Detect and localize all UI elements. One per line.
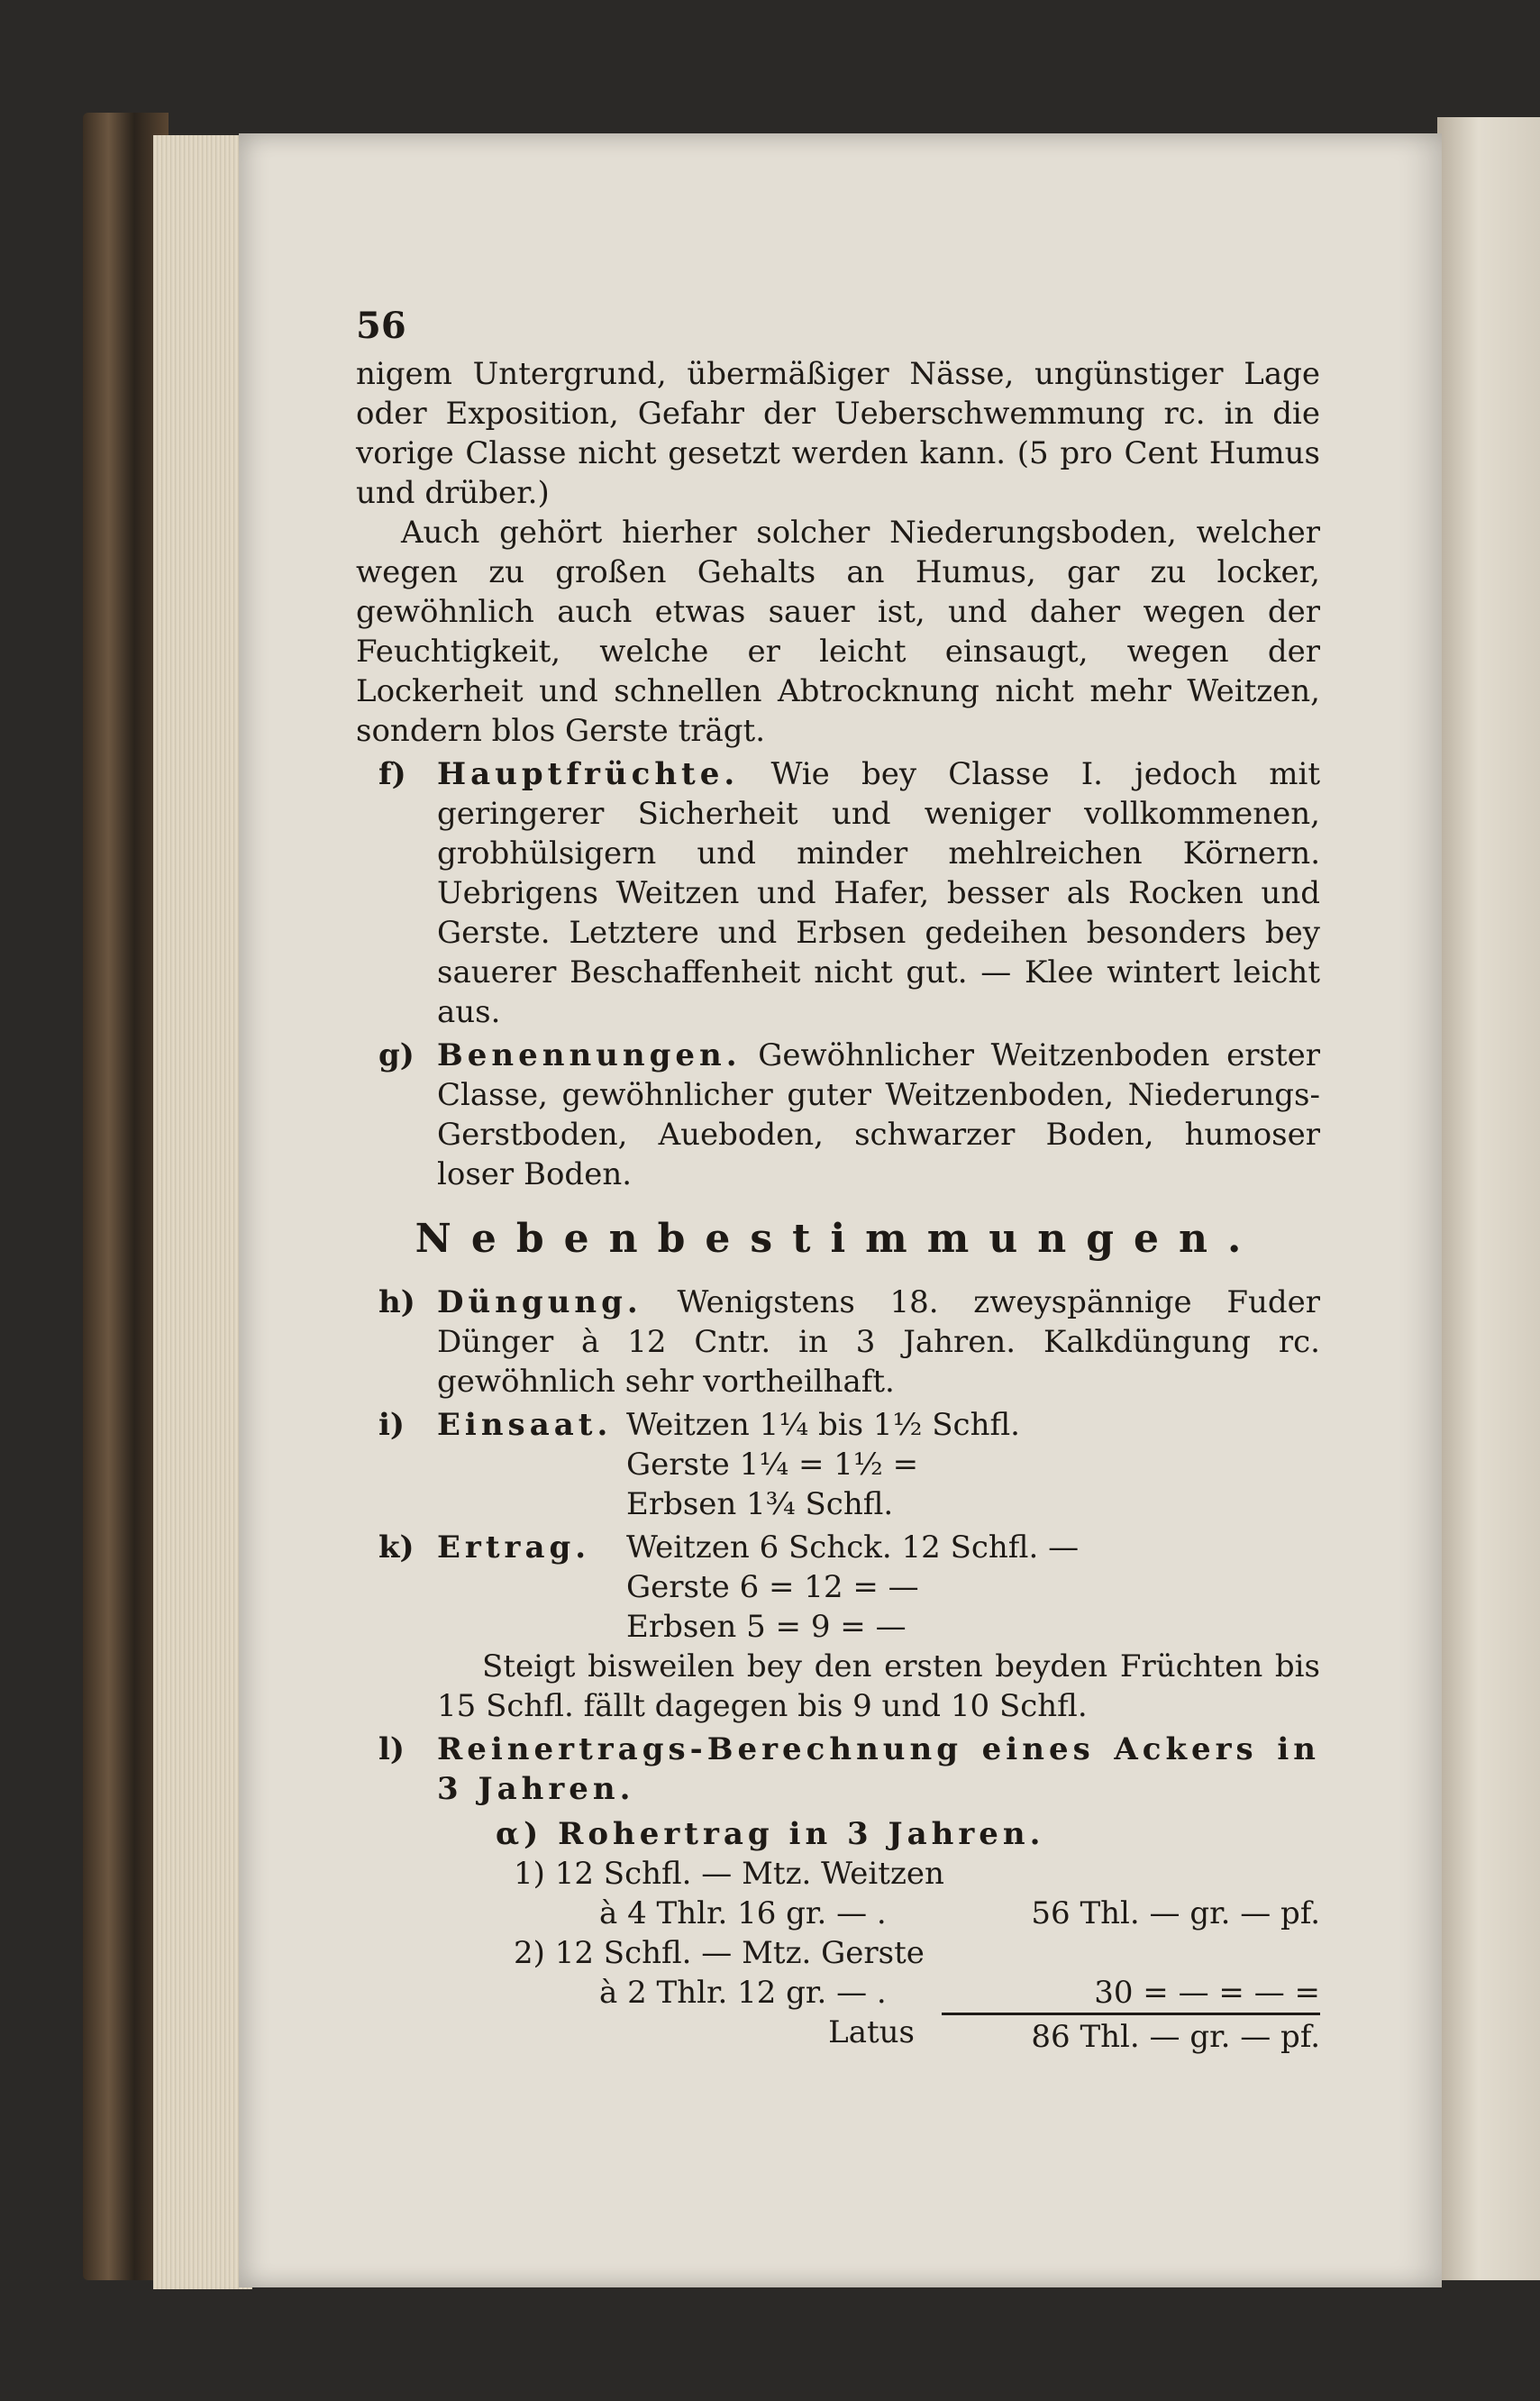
rohertrag-title: α) Rohertrag in 3 Jahren. bbox=[496, 1816, 1045, 1852]
item-h-label: h) bbox=[378, 1284, 415, 1320]
einsaat-row: Erbsen 1¾ Schfl. bbox=[626, 1486, 894, 1522]
item-f-label: f) bbox=[378, 756, 406, 792]
item-l-title: Reinertrags-Berechnung eines Ackers in 3 Jahren. bbox=[437, 1731, 1320, 1807]
item-k-text: Steigt bisweilen bey den ersten beyden Früchten bis 15 Schfl. fällt dagegen bis 9 und 10 Schfl. bbox=[437, 1648, 1320, 1724]
book-page bbox=[239, 133, 1442, 2287]
calc-line-1b bbox=[437, 1894, 1320, 1933]
calc-line-1a: 1) 12 Schfl. — Mtz. Weitzen bbox=[514, 1856, 944, 1892]
calc-line-1b-value: 56 Thl. — gr. — pf. bbox=[1031, 1895, 1320, 1931]
paragraph-2: Auch gehört hierher solcher Niederungsboden, welcher wegen zu großen Gehalts an Humus, gar zu locker, gewöhnlich auch etwas sauer ist, und daher wegen der Feuchtigkeit, welche er leicht einsaugt, wegen der Lockerheit und schnellen Abtrocknung nicht mehr Weitzen, sondern blos Gerste trägt. bbox=[356, 515, 1320, 749]
item-g bbox=[356, 1036, 1320, 1194]
latus-line bbox=[437, 2013, 1320, 2057]
item-f-text: Wie bey Classe I. jedoch mit geringerer Sicherheit und weniger vollkommenen, grobhülsigern und minder mehlreichen Körnern. Uebrigens Weitzen und Hafer, besser als Rocken und Gerste. Letztere und Erbsen gedeihen besonders bey sauerer Beschaffenheit nicht gut. — Klee wintert leicht aus. bbox=[437, 756, 1320, 1030]
section-heading: Nebenbestimmungen. bbox=[415, 1216, 1262, 1262]
item-f-title: Hauptfrüchte. bbox=[437, 756, 740, 792]
calc-line-2a: 2) 12 Schfl. — Mtz. Gerste bbox=[514, 1935, 925, 1971]
item-h-text: Wenigstens 18. zweyspännige Fuder Dünger à 12 Cntr. in 3 Jahren. Kalkdüngung rc. gewöhnlich sehr vortheilhaft. bbox=[437, 1284, 1320, 1400]
item-i-label: i) bbox=[378, 1407, 406, 1443]
einsaat-row: Gerste 1¼ = 1½ = bbox=[626, 1447, 919, 1483]
calc-line-2b-value: 30 = — = — = bbox=[1094, 1975, 1320, 2011]
latus-label: Latus bbox=[828, 2014, 915, 2050]
paragraph-1: nigem Untergrund, übermäßiger Nässe, ungünstiger Lage oder Exposition, Gefahr der Ueberschwemmung rc. in die vorige Classe nicht gesetzt werden kann. (5 pro Cent Humus und drüber.) bbox=[356, 356, 1320, 511]
ertrag-row: Gerste 6 = 12 = — bbox=[626, 1569, 919, 1605]
item-l bbox=[356, 1730, 1320, 2057]
ertrag-row: Erbsen 5 = 9 = — bbox=[626, 1609, 907, 1645]
calc-line-2b bbox=[437, 1973, 1320, 2013]
item-k bbox=[356, 1528, 1320, 1726]
einsaat-row: Weitzen 1¼ bis 1½ Schfl. bbox=[626, 1407, 1020, 1443]
item-g-text: Gewöhnlicher Weitzenboden erster Classe, gewöhnlicher guter Weitzenboden, Niederungs-Gerstboden, Aueboden, schwarzer Boden, humoser loser Boden. bbox=[437, 1037, 1321, 1192]
item-h-title: Düngung. bbox=[437, 1284, 642, 1320]
item-k-title: Ertrag. bbox=[437, 1529, 591, 1566]
item-f bbox=[356, 754, 1320, 1032]
latus-value: 86 Thl. — gr. — pf. bbox=[942, 2013, 1320, 2057]
page-text bbox=[356, 354, 1320, 2060]
page-number: 56 bbox=[356, 305, 406, 347]
item-k-label: k) bbox=[378, 1529, 415, 1566]
item-h bbox=[356, 1283, 1320, 1401]
page-edges bbox=[153, 135, 252, 2289]
item-l-label: l) bbox=[378, 1731, 406, 1767]
next-page-edge bbox=[1437, 117, 1540, 2280]
ertrag-row: Weitzen 6 Schck. 12 Schfl. — bbox=[626, 1529, 1080, 1566]
calc-line-2b-text: à 2 Thlr. 12 gr. — . bbox=[599, 1975, 887, 2011]
item-g-title: Benennungen. bbox=[437, 1037, 742, 1073]
item-i-title: Einsaat. bbox=[437, 1407, 613, 1443]
item-i bbox=[356, 1405, 1320, 1524]
calc-line-1b-text: à 4 Thlr. 16 gr. — . bbox=[599, 1895, 887, 1931]
item-g-label: g) bbox=[378, 1037, 415, 1073]
